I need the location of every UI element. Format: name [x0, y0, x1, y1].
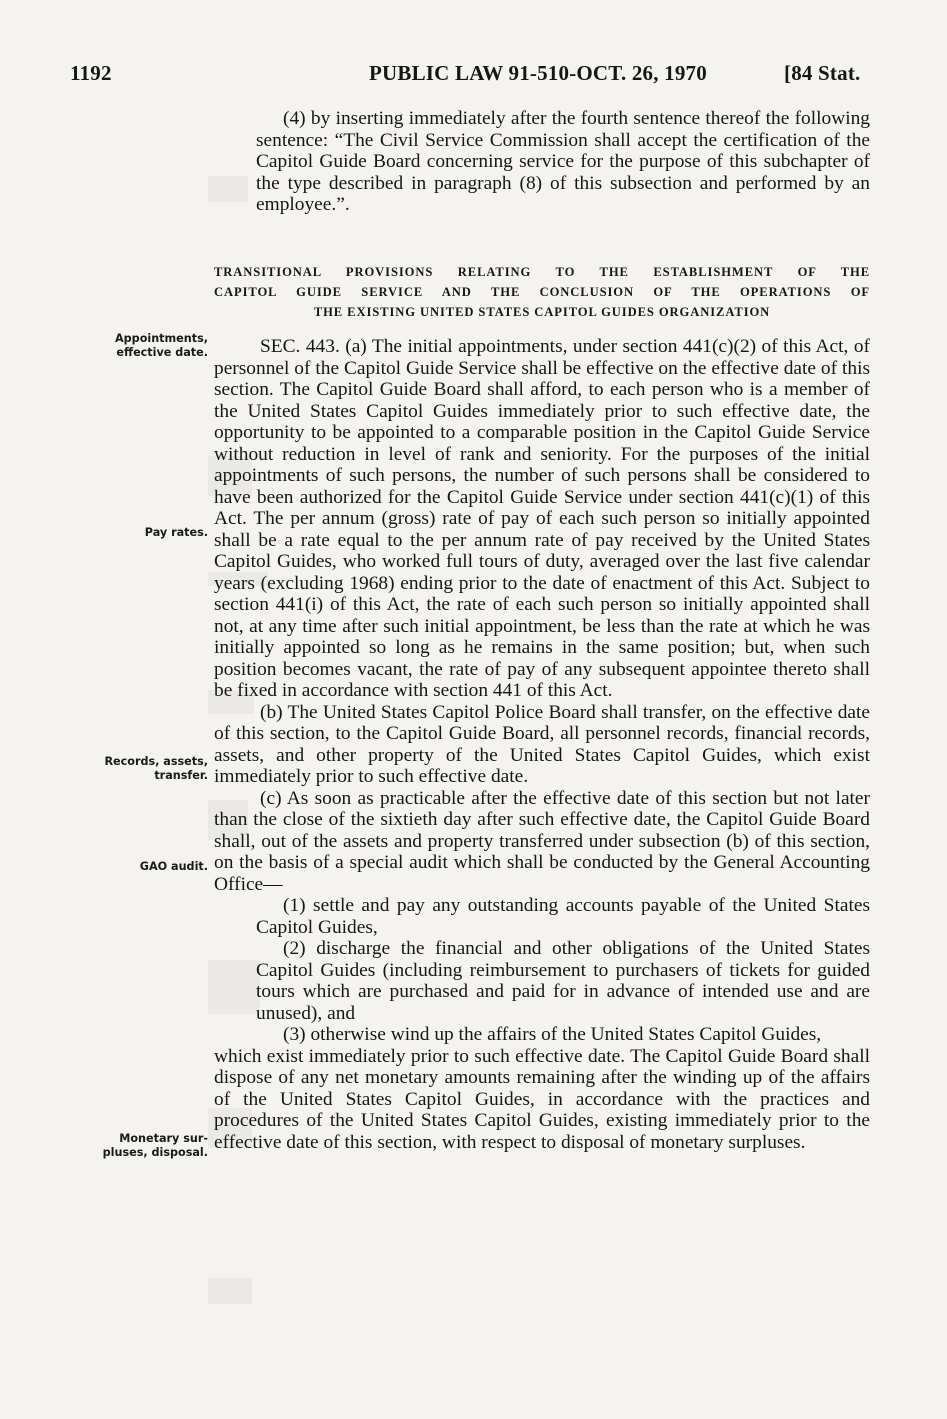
subsection-b: (b) The United States Capitol Police Board shall transfer, on the effective date of this section, to the Capitol Guide Board, all personnel records, financial records, assets, and other property of the United States Capitol Guides, which exist immediately prior to such effective date. — [214, 701, 870, 787]
page-title: PUBLIC LAW 91-510-OCT. 26, 1970 — [369, 61, 707, 85]
margin-note-line: GAO audit. — [139, 860, 208, 873]
statute-volume: [84 Stat. — [784, 61, 861, 85]
margin-note-monetary — [66, 1132, 208, 1159]
heading-line-2: CAPITOL GUIDE SERVICE AND THE CONCLUSION OF THE OPERATIONS OF — [214, 285, 870, 299]
section-heading — [214, 262, 870, 322]
margin-note-appointments — [66, 332, 208, 359]
amendment-block — [214, 108, 870, 216]
margin-note-line: Monetary sur- — [119, 1132, 208, 1145]
page-number: 1192 — [70, 61, 112, 85]
heading-line-3: THE EXISTING UNITED STATES CAPITOL GUIDES ORGANIZATION — [313, 305, 771, 319]
subsection-c-item-3: (3) otherwise wind up the affairs of the United States Capitol Guides, — [283, 1024, 822, 1045]
bleed-through-mark — [88, 1278, 252, 1304]
heading-line-1: TRANSITIONAL PROVISIONS RELATING TO THE ESTABLISHMENT OF THE — [214, 265, 870, 279]
margin-note-records — [66, 755, 208, 782]
margin-note-line: Records, assets, — [104, 755, 208, 768]
section-443 — [214, 336, 870, 1153]
subsection-c-item-1: (1) settle and pay any outstanding accounts payable of the United States Capitol Guides, — [256, 895, 870, 938]
subsection-c-item-2: (2) discharge the financial and other obligations of the United States Capitol Guides (including reimbursement to purchasers of tickets for guided tours which are purchased and paid for in advance of intended use and are unused), and — [256, 938, 870, 1024]
subsection-c-conclusion: which exist immediately prior to such effective date. The Capitol Guide Board shall dispose of any net monetary amounts remaining after the winding up of the affairs of the United States Capitol Guides, in accordance with the practices and procedures of the United States Capitol Guides, existing immediately prior to the effective date of this section, with respect to disposal of monetary surpluses. — [214, 1045, 870, 1153]
margin-note-line: pluses, disposal. — [102, 1145, 208, 1159]
margin-note-gao-audit — [66, 860, 208, 874]
margin-note-line: transfer. — [154, 768, 208, 782]
margin-note-pay-rates — [66, 526, 208, 540]
margin-note-line: effective date. — [116, 345, 208, 359]
margin-note-line: Appointments, — [115, 332, 208, 345]
subsection-c: (c) As soon as practicable after the effective date of this section but not later than the close of the sixtieth day after such effective date, the Capitol Guide Board shall, out of the assets and property transferred under subsection (b) of this section, on the basis of a special audit which shall be conducted by the General Accounting Office— — [214, 787, 870, 895]
subsection-a: SEC. 443. (a) The initial appointments, under section 441(c)(2) of this Act, of personnel of the Capitol Guide Service shall be effective on the effective date of this section. The Capitol Guide Board shall afford, to each person who is a member of the United States Capitol Guides immediately prior to such effective date, the opportunity to be appointed to a comparable position in the Capitol Guide Service without reduction in level of rank and seniority. For the purposes of the initial appointments of such persons, the number of such persons shall be considered to have been authorized for the Capitol Guide Service under section 441(c)(1) of this Act. The per annum (gross) rate of pay of each such person so initially appointed shall be a rate equal to the per annum rate of pay received by the United States Capitol Guides, who worked full tours of duty, averaged over the last five calendar years (excluding 1968) ending prior to the date of enactment of this Act. Subject to section 441(i) of this Act, the rate of each such person so initially appointed shall not, at any time after such initial appointment, be less than the rate at which he was initially appointed so long as he remains in the same position; but, when such position becomes vacant, the rate of pay of any subsequent appointee thereto shall be fixed in accordance with section 441 of this Act. — [214, 336, 870, 701]
margin-note-line: Pay rates. — [144, 526, 208, 539]
amendment-item-4: (4) by inserting immediately after the fourth sentence thereof the following sentence: “The Civil Service Commission shall accept the certification of the Capitol Guide Board concerning service for the purpose of this subchapter of the type described in paragraph (8) of this subsection and performed by an employee.”. — [256, 108, 870, 215]
